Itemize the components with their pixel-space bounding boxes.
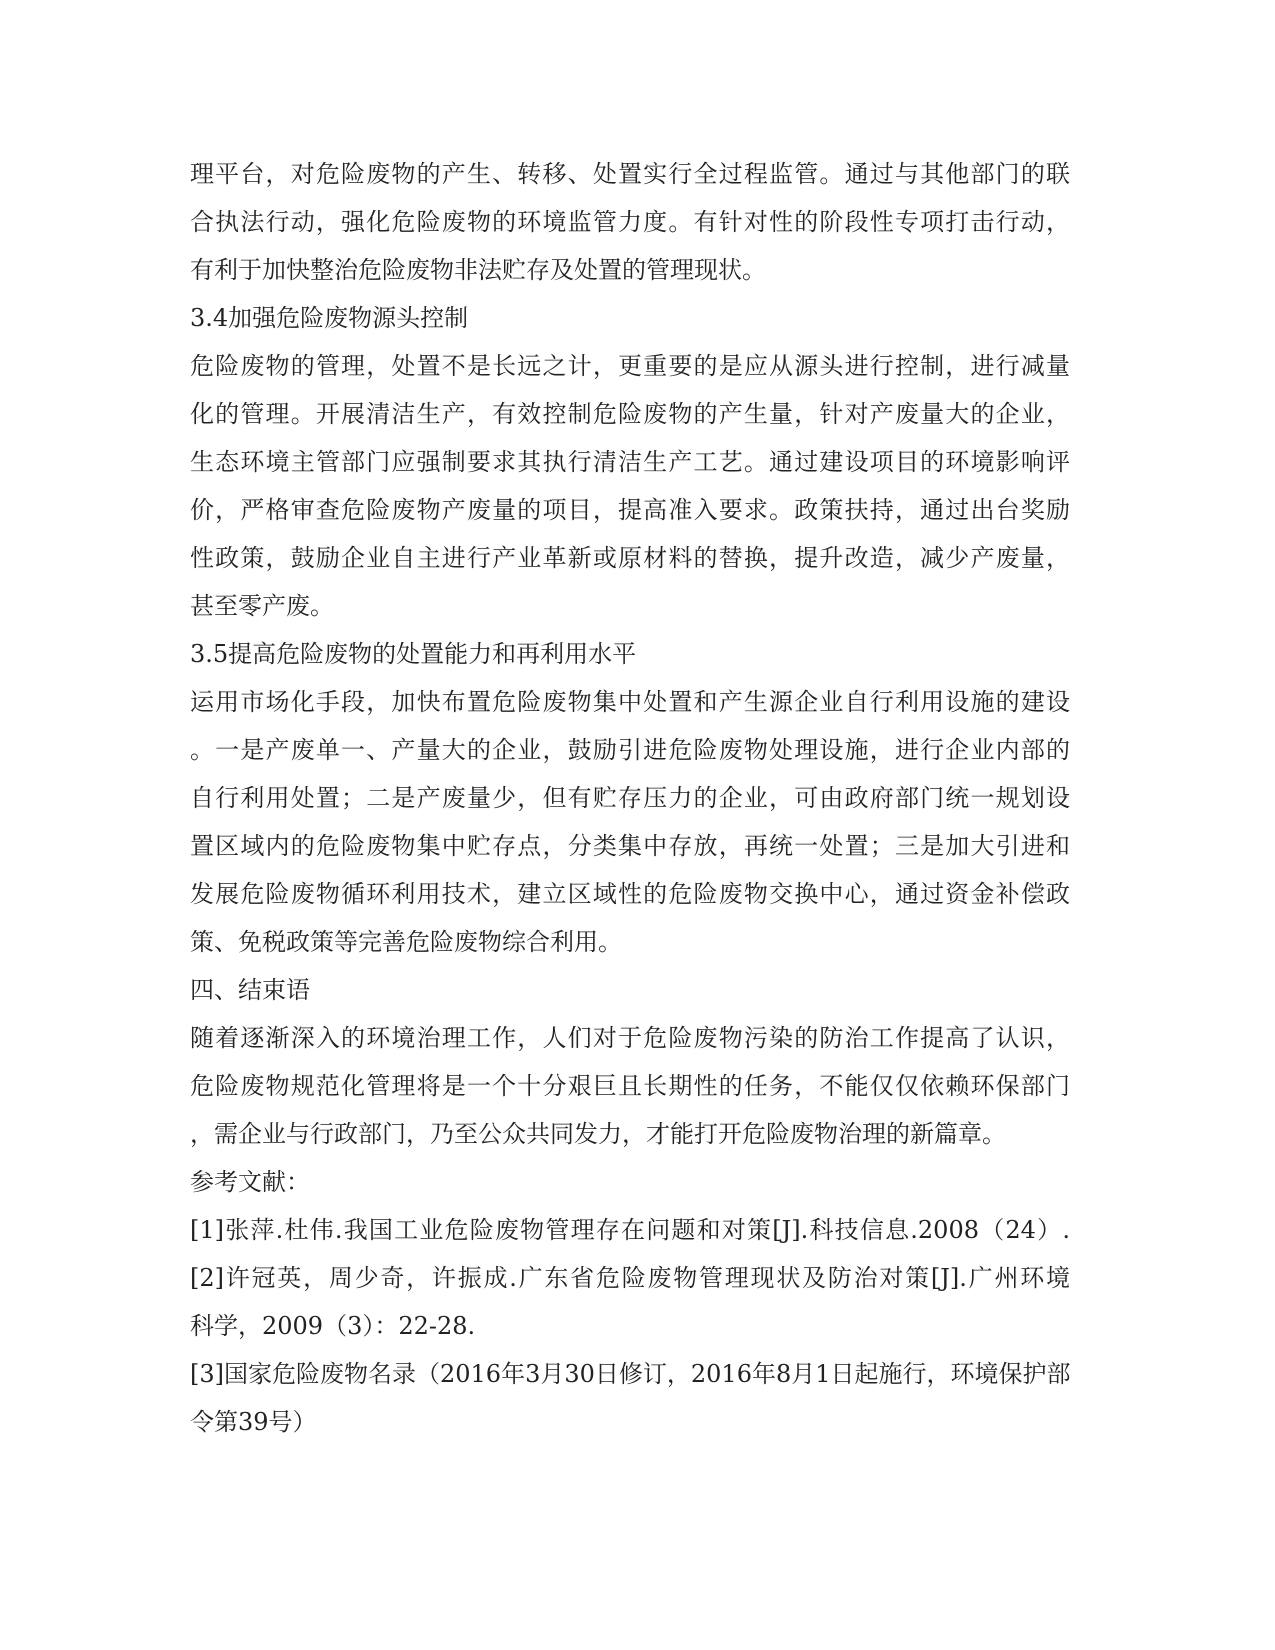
text-line: 生态环境主管部门应强制要求其执行清洁生产工艺。通过建设项目的环境影响评 bbox=[190, 448, 1070, 476]
text-line: [3]国家危险废物名录（2016年3月30日修订，2016年8月1日起施行，环境保护部 bbox=[190, 1360, 1071, 1388]
text-line: 价，严格审查危险废物产废量的项目，提高准入要求。政策扶持，通过出台奖励 bbox=[190, 496, 1070, 524]
text-line: 理平台，对危险废物的产生、转移、处置实行全过程监管。通过与其他部门的联 bbox=[190, 160, 1070, 188]
text-line: [1]张萍.杜伟.我国工业危险废物管理存在问题和对策[J].科技信息.2008（24）. bbox=[190, 1216, 1070, 1244]
text-line: 。一是产废单一、产量大的企业，鼓励引进危险废物处理设施，进行企业内部的 bbox=[190, 736, 1070, 764]
text-line: ，需企业与行政部门，乃至公众共同发力，才能打开危险废物治理的新篇章。 bbox=[190, 1120, 1006, 1148]
document-body bbox=[190, 150, 1070, 1446]
text-line: 甚至零产废。 bbox=[190, 592, 334, 620]
text-line: 合执法行动，强化危险废物的环境监管力度。有针对性的阶段性专项打击行动， bbox=[190, 208, 1070, 236]
text-line: 参考文献： bbox=[190, 1168, 310, 1196]
text-line: 有利于加快整治危险废物非法贮存及处置的管理现状。 bbox=[190, 256, 766, 284]
text-line: 四、结束语 bbox=[190, 976, 310, 1004]
text-line: [2]许冠英，周少奇，许振成.广东省危险废物管理现状及防治对策[J].广州环境 bbox=[190, 1264, 1070, 1292]
text-line: 令第39号） bbox=[190, 1408, 317, 1436]
text-line: 3.4加强危险废物源头控制 bbox=[190, 304, 469, 332]
text-line: 运用市场化手段，加快布置危险废物集中处置和产生源企业自行利用设施的建设 bbox=[190, 688, 1070, 716]
text-line: 自行利用处置；二是产废量少，但有贮存压力的企业，可由政府部门统一规划设 bbox=[190, 784, 1070, 812]
text-line: 3.5提高危险废物的处置能力和再利用水平 bbox=[190, 640, 637, 668]
text-line: 危险废物的管理，处置不是长远之计，更重要的是应从源头进行控制，进行减量 bbox=[190, 352, 1070, 380]
text-line: 性政策，鼓励企业自主进行产业革新或原材料的替换，提升改造，减少产废量， bbox=[190, 544, 1070, 572]
text-line: 随着逐渐深入的环境治理工作，人们对于危险废物污染的防治工作提高了认识， bbox=[190, 1024, 1070, 1052]
text-line: 置区域内的危险废物集中贮存点，分类集中存放，再统一处置；三是加大引进和 bbox=[190, 832, 1070, 860]
text-line: 危险废物规范化管理将是一个十分艰巨且长期性的任务，不能仅仅依赖环保部门 bbox=[190, 1072, 1070, 1100]
text-line: 策、免税政策等完善危险废物综合利用。 bbox=[190, 928, 622, 956]
text-line: 化的管理。开展清洁生产，有效控制危险废物的产生量，针对产废量大的企业， bbox=[190, 400, 1070, 428]
text-line: 发展危险废物循环利用技术，建立区域性的危险废物交换中心，通过资金补偿政 bbox=[190, 880, 1070, 908]
text-line: 科学，2009（3）：22-28. bbox=[190, 1312, 476, 1340]
